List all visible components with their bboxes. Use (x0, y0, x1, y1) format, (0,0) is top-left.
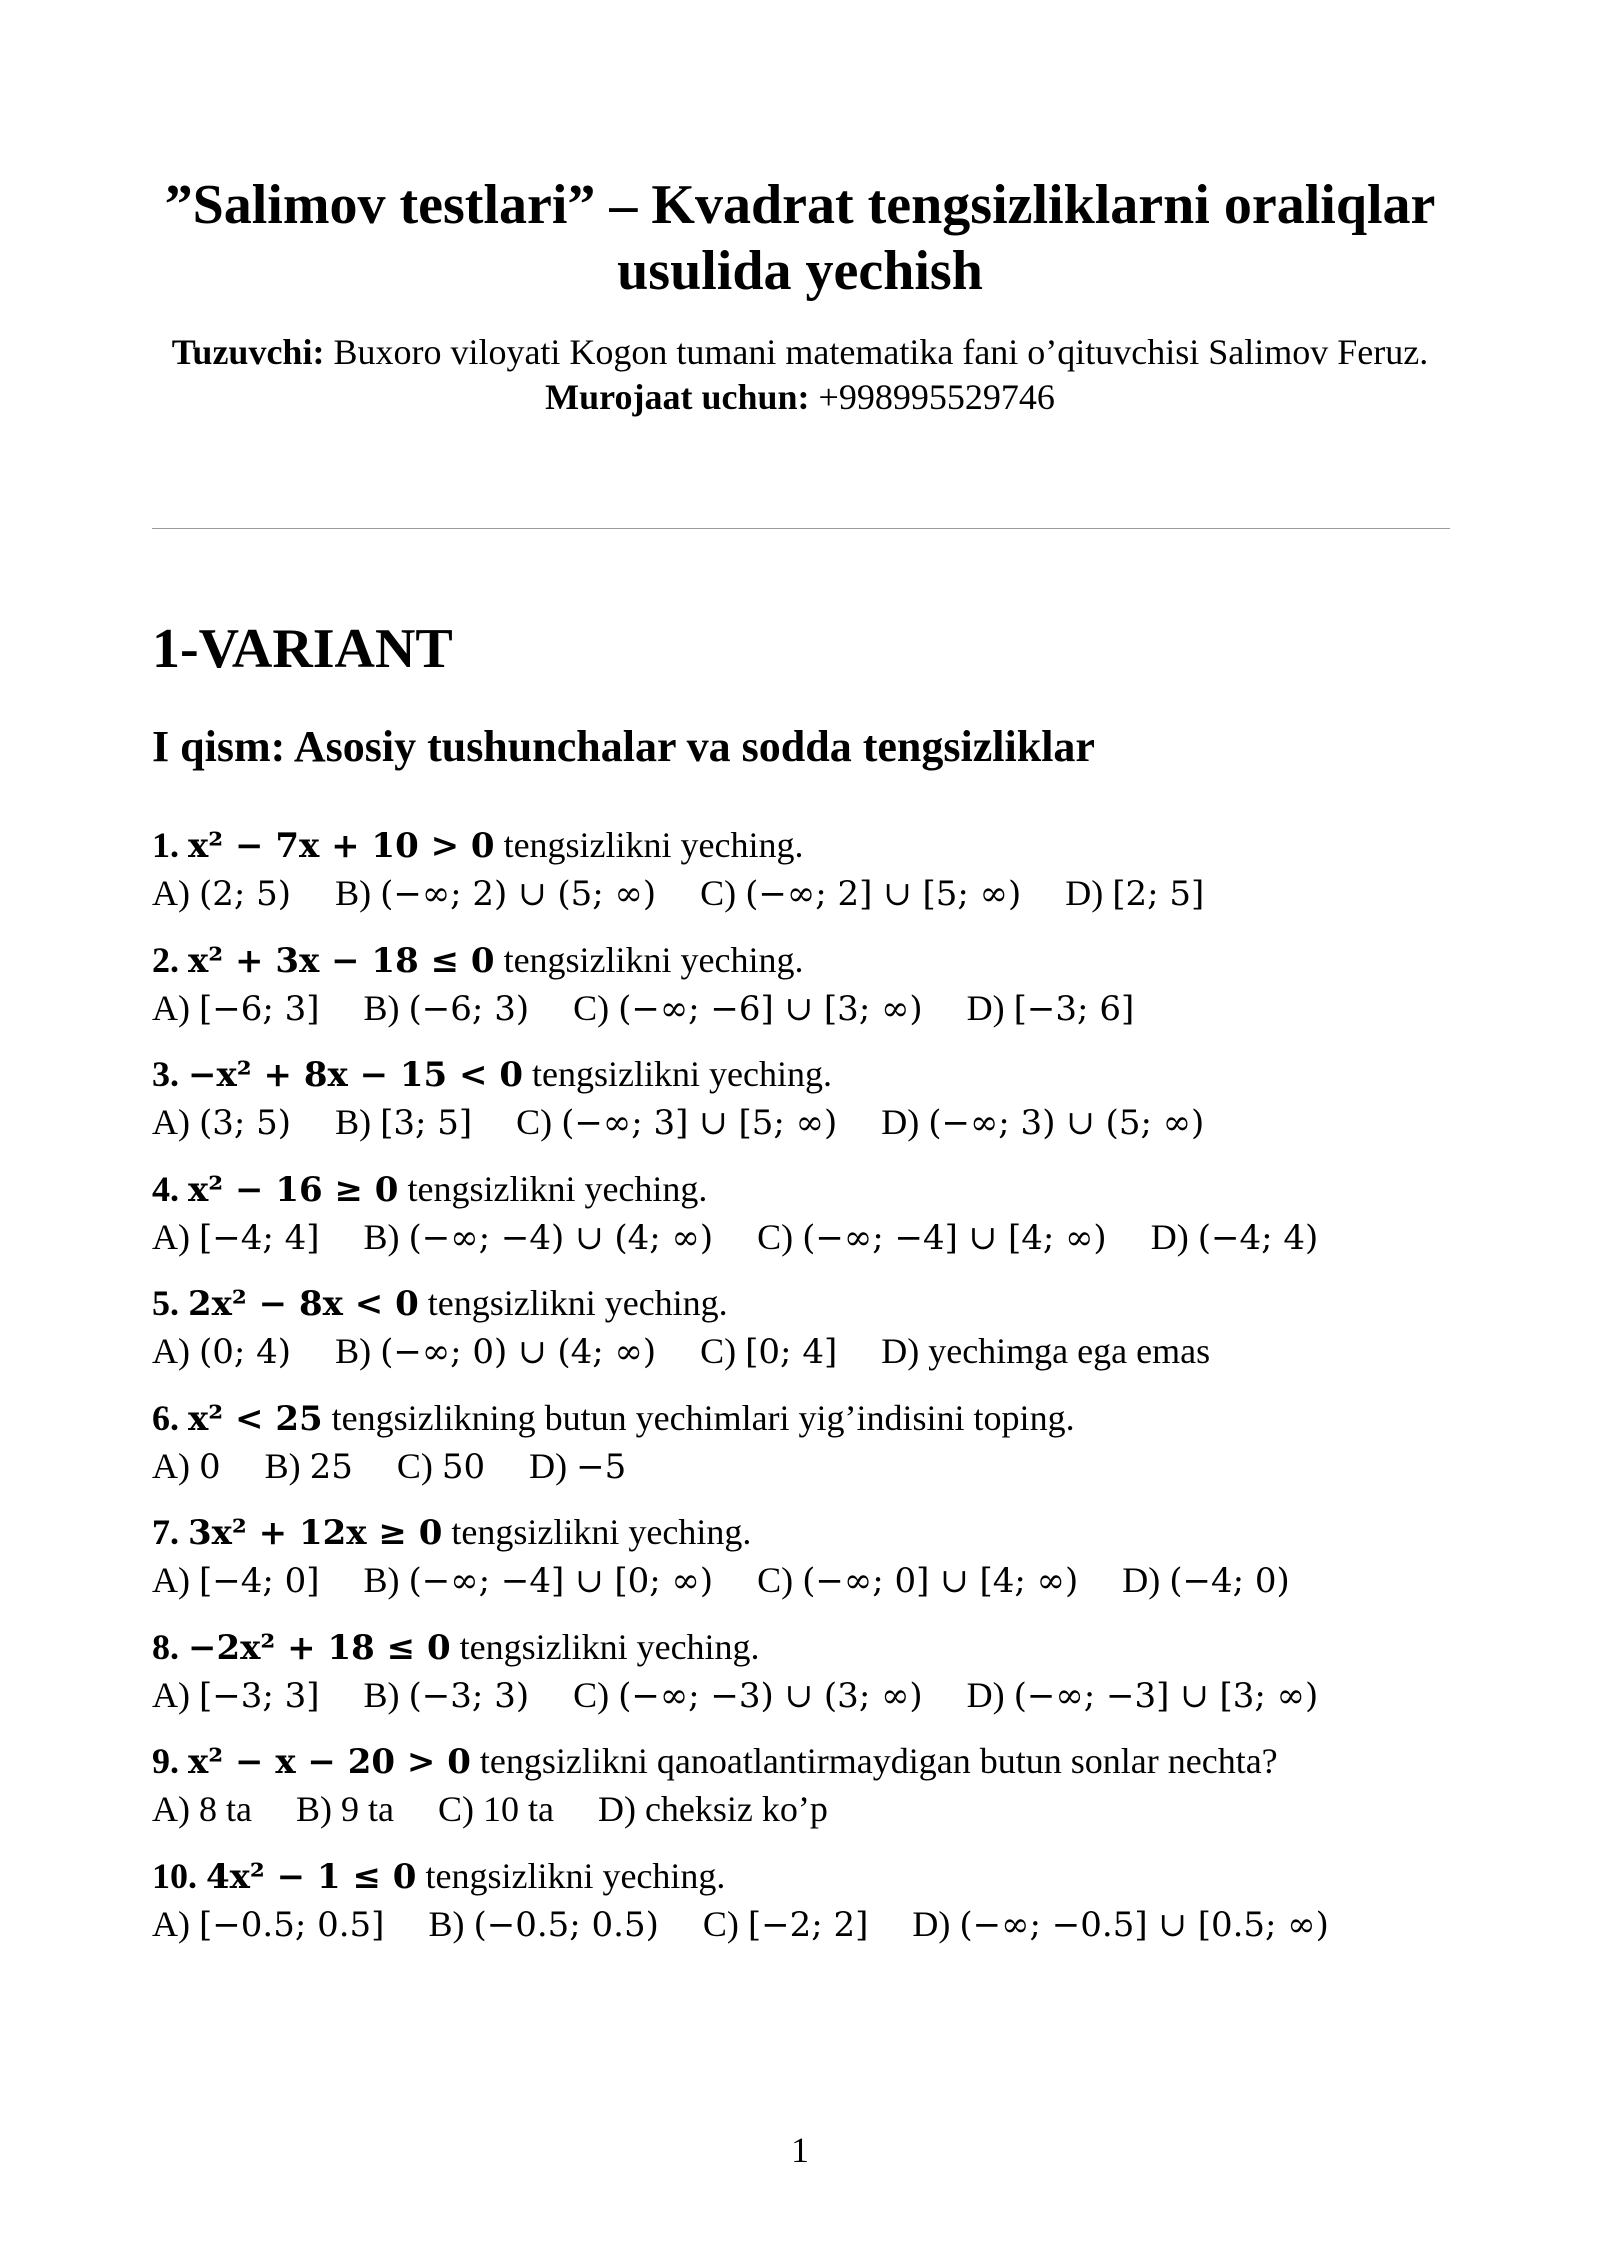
option-value: [3; 5] (380, 1103, 473, 1143)
question-expression: x² < 25 (188, 1398, 323, 1439)
option-letter: D) (966, 1674, 1005, 1715)
option-value: (−∞; −6] ∪ [3; ∞) (618, 988, 923, 1029)
option-letter: D) (881, 1102, 920, 1142)
answer-options (152, 1328, 1452, 1376)
question-number: 5. (152, 1283, 179, 1323)
question-number: 10. (152, 1855, 197, 1896)
question-expression: −2x² + 18 ≤ 0 (188, 1627, 451, 1668)
option-value: (−∞; 0) ∪ (4; ∞) (380, 1332, 657, 1372)
option-value: (−∞; −0.5] ∪ [0.5; ∞) (959, 1904, 1329, 1945)
problem-item (152, 1166, 1452, 1281)
option-value: [0; 4] (745, 1332, 838, 1372)
problem-item (152, 1853, 1452, 1968)
option-letter: A) (152, 1789, 190, 1829)
answer-option (152, 1214, 320, 1262)
option-letter: B) (363, 1560, 400, 1600)
option-letter: C) (573, 987, 610, 1028)
question-text: tengsizlikni yeching. (407, 1168, 708, 1209)
document-title: ”Salimov testlari” – Kvadrat tengsizliklarni oraliqlar usulida yechish (164, 174, 1436, 302)
answer-option (364, 1672, 530, 1720)
option-value: (−6; 3) (408, 988, 530, 1029)
answer-option (529, 1443, 626, 1491)
option-value: (−∞; −4] ∪ [4; ∞) (802, 1217, 1107, 1258)
option-letter: B) (295, 1789, 332, 1829)
option-letter: C) (396, 1445, 433, 1486)
answer-option (757, 1557, 1078, 1605)
option-letter: B) (363, 987, 400, 1028)
option-value: (−∞; −4] ∪ [0; ∞) (408, 1561, 714, 1601)
question-expression: x² − 7x + 10 > 0 (188, 826, 495, 866)
question-number: 8. (152, 1626, 179, 1667)
answer-options (152, 1443, 1452, 1491)
option-value: (−∞; −3) ∪ (3; ∞) (618, 1675, 923, 1716)
problem-item (152, 1280, 1452, 1395)
option-value: (2; 5) (199, 874, 292, 914)
option-letter: C) (757, 1560, 794, 1600)
author-line (170, 330, 1430, 375)
option-letter: D) (529, 1445, 568, 1486)
option-letter: C) (702, 1903, 739, 1944)
option-letter: B) (363, 1216, 400, 1257)
question-expression: x² − 16 ≥ 0 (188, 1169, 399, 1210)
answer-option (335, 1328, 656, 1376)
answer-option (516, 1099, 837, 1147)
question-expression: 4x² − 1 ≤ 0 (206, 1856, 417, 1897)
option-value: [−3; 6] (1013, 988, 1135, 1029)
answer-option (881, 1099, 1204, 1147)
option-letter: A) (152, 1674, 190, 1715)
answer-option (1065, 870, 1204, 918)
question-text: tengsizlikni qanoatlantirmaydigan butun sonlar nechta? (479, 1741, 1278, 1781)
question-expression: x² + 3x − 18 ≤ 0 (188, 940, 495, 981)
option-letter: A) (152, 1216, 190, 1257)
answer-option (757, 1214, 1107, 1262)
option-letter: B) (335, 873, 372, 913)
problem-item (152, 1051, 1452, 1166)
option-value: (−∞; −4) ∪ (4; ∞) (408, 1217, 714, 1258)
option-text: 9 ta (340, 1789, 394, 1829)
variant-heading: 1-VARIANT (152, 618, 453, 680)
option-value: (−∞; 2] ∪ [5; ∞) (745, 874, 1022, 914)
contact-value: +998995529746 (818, 377, 1055, 417)
answer-option (152, 1443, 221, 1491)
question-line (152, 1395, 1452, 1443)
question-line (152, 1853, 1452, 1901)
question-expression: −x² + 8x − 15 < 0 (188, 1055, 524, 1095)
option-letter: A) (152, 1331, 190, 1371)
option-letter: D) (1150, 1216, 1189, 1257)
author-text: Buxoro viloyati Kogon tumani matematika fani o’qituvchisi Salimov Feruz. (333, 332, 1429, 372)
problem-item (152, 1509, 1452, 1624)
option-letter: B) (363, 1674, 400, 1715)
option-value: 25 (309, 1446, 353, 1487)
option-letter: C) (700, 1331, 737, 1371)
answer-option (397, 1443, 485, 1491)
option-letter: D) (1065, 873, 1104, 913)
answer-options (152, 1901, 1452, 1949)
option-letter: A) (152, 1560, 190, 1600)
answer-option (703, 1901, 869, 1949)
answer-option (152, 1901, 384, 1949)
problem-list (152, 822, 1452, 1967)
question-number: 2. (152, 939, 179, 980)
contact-line (170, 375, 1430, 420)
problem-item (152, 1624, 1452, 1739)
question-expression: 2x² − 8x < 0 (188, 1284, 419, 1324)
document-meta (170, 330, 1430, 420)
answer-options (152, 1099, 1452, 1147)
problem-item (152, 822, 1452, 937)
question-text: tengsizlikni yeching. (532, 1054, 832, 1094)
option-value: (3; 5) (199, 1103, 292, 1143)
answer-options (152, 1672, 1452, 1720)
question-number: 1. (152, 825, 179, 865)
question-text: tengsizlikni yeching. (503, 825, 804, 865)
option-letter: C) (573, 1674, 610, 1715)
answer-option (335, 870, 656, 918)
option-letter: B) (264, 1445, 301, 1486)
option-value: 0 (199, 1446, 221, 1487)
option-value: [−6; 3] (199, 988, 320, 1029)
option-value: (−4; 4) (1197, 1217, 1319, 1258)
answer-option (573, 1672, 923, 1720)
option-value: −5 (576, 1446, 627, 1487)
question-text: tengsizlikni yeching. (425, 1855, 726, 1896)
question-line (152, 1509, 1452, 1557)
contact-label: Murojaat uchun: (545, 377, 810, 417)
answer-option (912, 1901, 1328, 1949)
option-value: (−∞; 3) ∪ (5; ∞) (928, 1103, 1205, 1143)
option-letter: D) (597, 1789, 636, 1829)
author-label: Tuzuvchi: (171, 332, 325, 372)
option-value: (0; 4) (199, 1332, 292, 1372)
option-text: yechimga ega emas (928, 1331, 1211, 1371)
question-number: 7. (152, 1512, 179, 1552)
answer-option (152, 1672, 320, 1720)
answer-option (573, 985, 923, 1033)
question-expression: x² − x − 20 > 0 (188, 1742, 471, 1782)
question-text: tengsizlikni yeching. (459, 1626, 760, 1667)
answer-option (428, 1901, 658, 1949)
answer-option (438, 1786, 554, 1833)
question-line (152, 937, 1452, 985)
option-value: (−4; 0) (1169, 1561, 1290, 1601)
answer-option (152, 985, 320, 1033)
question-line (152, 1166, 1452, 1214)
option-letter: A) (152, 873, 190, 913)
question-text: tengsizlikni yeching. (427, 1283, 728, 1323)
answer-option (335, 1099, 472, 1147)
answer-option (700, 1328, 837, 1376)
option-value: (−0.5; 0.5) (473, 1904, 659, 1945)
option-value: [−4; 4] (199, 1217, 320, 1258)
answer-options (152, 1557, 1452, 1605)
problem-item (152, 1395, 1452, 1510)
answer-option (152, 1786, 252, 1833)
answer-option (598, 1786, 828, 1833)
option-letter: D) (912, 1903, 951, 1944)
option-value: (−∞; −3] ∪ [3; ∞) (1013, 1675, 1319, 1716)
answer-option (967, 985, 1135, 1033)
answer-option (967, 1672, 1319, 1720)
option-text: cheksiz ko’p (644, 1789, 828, 1829)
option-value: 50 (441, 1446, 486, 1487)
option-value: (−∞; 3] ∪ [5; ∞) (561, 1103, 838, 1143)
option-letter: C) (437, 1789, 474, 1829)
option-letter: B) (428, 1903, 465, 1944)
question-number: 9. (152, 1741, 179, 1781)
option-letter: D) (966, 987, 1005, 1028)
answer-option (152, 1328, 291, 1376)
question-line (152, 1624, 1452, 1672)
option-letter: D) (881, 1331, 920, 1371)
option-text: 8 ta (199, 1789, 252, 1829)
question-text: tengsizlikni yeching. (503, 939, 804, 980)
problem-item (152, 1738, 1452, 1853)
answer-option (881, 1328, 1210, 1375)
answer-options (152, 1786, 1452, 1833)
answer-option (296, 1786, 394, 1833)
answer-option (1151, 1214, 1319, 1262)
answer-option (152, 1099, 291, 1147)
option-text: 10 ta (482, 1789, 554, 1829)
question-number: 4. (152, 1168, 179, 1209)
option-value: (−∞; 0] ∪ [4; ∞) (802, 1561, 1079, 1601)
answer-option (364, 1214, 714, 1262)
question-line (152, 1051, 1452, 1099)
option-value: (−∞; 2) ∪ (5; ∞) (380, 874, 657, 914)
question-line (152, 1280, 1452, 1328)
option-value: [2; 5] (1112, 874, 1205, 914)
answer-option (152, 1557, 320, 1605)
answer-option (364, 1557, 714, 1605)
option-letter: B) (335, 1102, 372, 1142)
question-text: tengsizlikni yeching. (451, 1512, 752, 1552)
problem-item (152, 937, 1452, 1052)
answer-option (152, 870, 291, 918)
option-letter: D) (1122, 1560, 1161, 1600)
question-number: 3. (152, 1054, 179, 1094)
option-letter: C) (700, 873, 737, 913)
option-value: [−2; 2] (747, 1904, 869, 1945)
answer-options (152, 985, 1452, 1033)
horizontal-divider (152, 528, 1450, 529)
option-letter: A) (152, 987, 190, 1028)
option-value: (−3; 3) (408, 1675, 530, 1716)
option-letter: C) (516, 1102, 553, 1142)
question-number: 6. (152, 1397, 179, 1438)
question-line (152, 822, 1452, 870)
answer-options (152, 1214, 1452, 1262)
answer-option (1122, 1557, 1290, 1605)
option-letter: C) (757, 1216, 794, 1257)
question-text: tengsizlikning butun yechimlari yig’indisini toping. (331, 1397, 1075, 1438)
option-letter: A) (152, 1102, 190, 1142)
option-value: [−3; 3] (199, 1675, 320, 1716)
answer-option (364, 985, 530, 1033)
answer-option (700, 870, 1021, 918)
option-value: [−4; 0] (199, 1561, 320, 1601)
question-line (152, 1738, 1452, 1786)
option-letter: B) (335, 1331, 372, 1371)
answer-option (265, 1443, 353, 1491)
option-value: [−0.5; 0.5] (199, 1904, 385, 1945)
option-letter: A) (152, 1445, 190, 1486)
question-expression: 3x² + 12x ≥ 0 (188, 1513, 443, 1553)
answer-options (152, 870, 1452, 918)
option-letter: A) (152, 1903, 190, 1944)
page-number: 1 (791, 2130, 809, 2170)
part-heading: I qism: Asosiy tushunchalar va sodda tengsizliklar (152, 722, 1095, 771)
